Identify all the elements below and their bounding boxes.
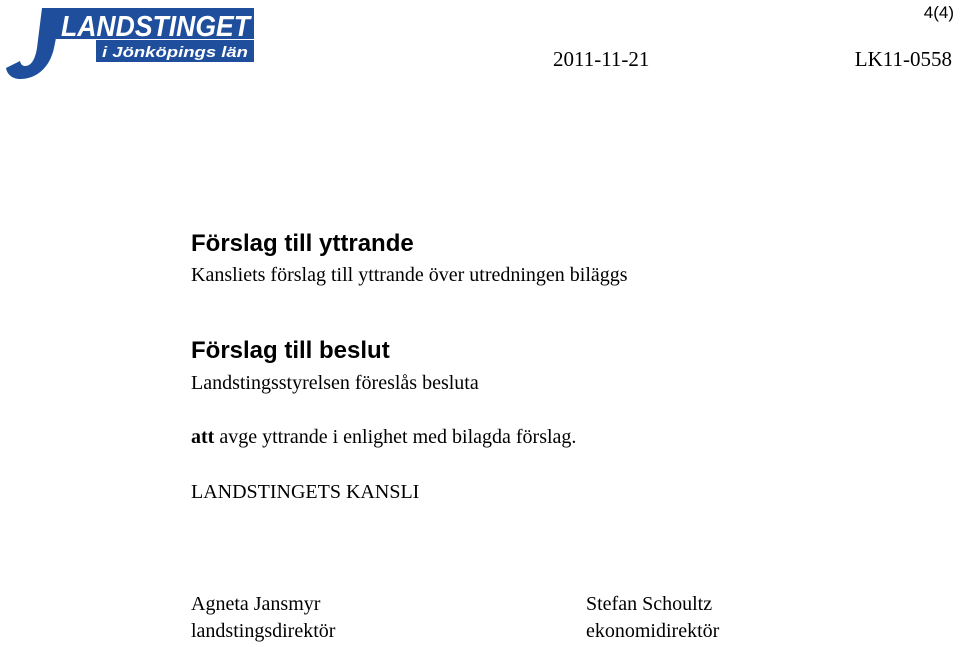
document-date: 2011-11-21 <box>553 47 650 71</box>
logo-subtitle: i Jönköpings län <box>102 44 248 61</box>
decision-proposal-text: Landstingsstyrelsen föreslås besluta <box>191 372 479 394</box>
logo-name: LANDSTINGET <box>61 11 253 43</box>
signatory-title: landstingsdirektör <box>191 620 336 642</box>
att-clause <box>191 426 576 449</box>
signature-block <box>586 591 719 645</box>
decision-proposal-heading: Förslag till beslut <box>191 337 390 364</box>
signatory-name: Agneta Jansmyr <box>191 593 321 615</box>
att-keyword: att <box>191 426 215 448</box>
landstinget-logo <box>4 4 256 84</box>
signature-block <box>191 591 335 645</box>
signatory-name: Stefan Schoultz <box>586 593 713 615</box>
page-number: 4(4) <box>923 3 954 22</box>
signatory-title: ekonomidirektör <box>586 620 720 642</box>
office-name: LANDSTINGETS KANSLI <box>191 481 420 503</box>
att-text: avge yttrande i enlighet med bilagda förslag. <box>214 426 577 448</box>
proposal-statement-text: Kansliets förslag till yttrande över utredningen biläggs <box>191 264 628 286</box>
logo-graphic <box>4 4 256 84</box>
proposal-statement-heading: Förslag till yttrande <box>191 230 414 257</box>
document-reference: LK11-0558 <box>854 47 952 71</box>
